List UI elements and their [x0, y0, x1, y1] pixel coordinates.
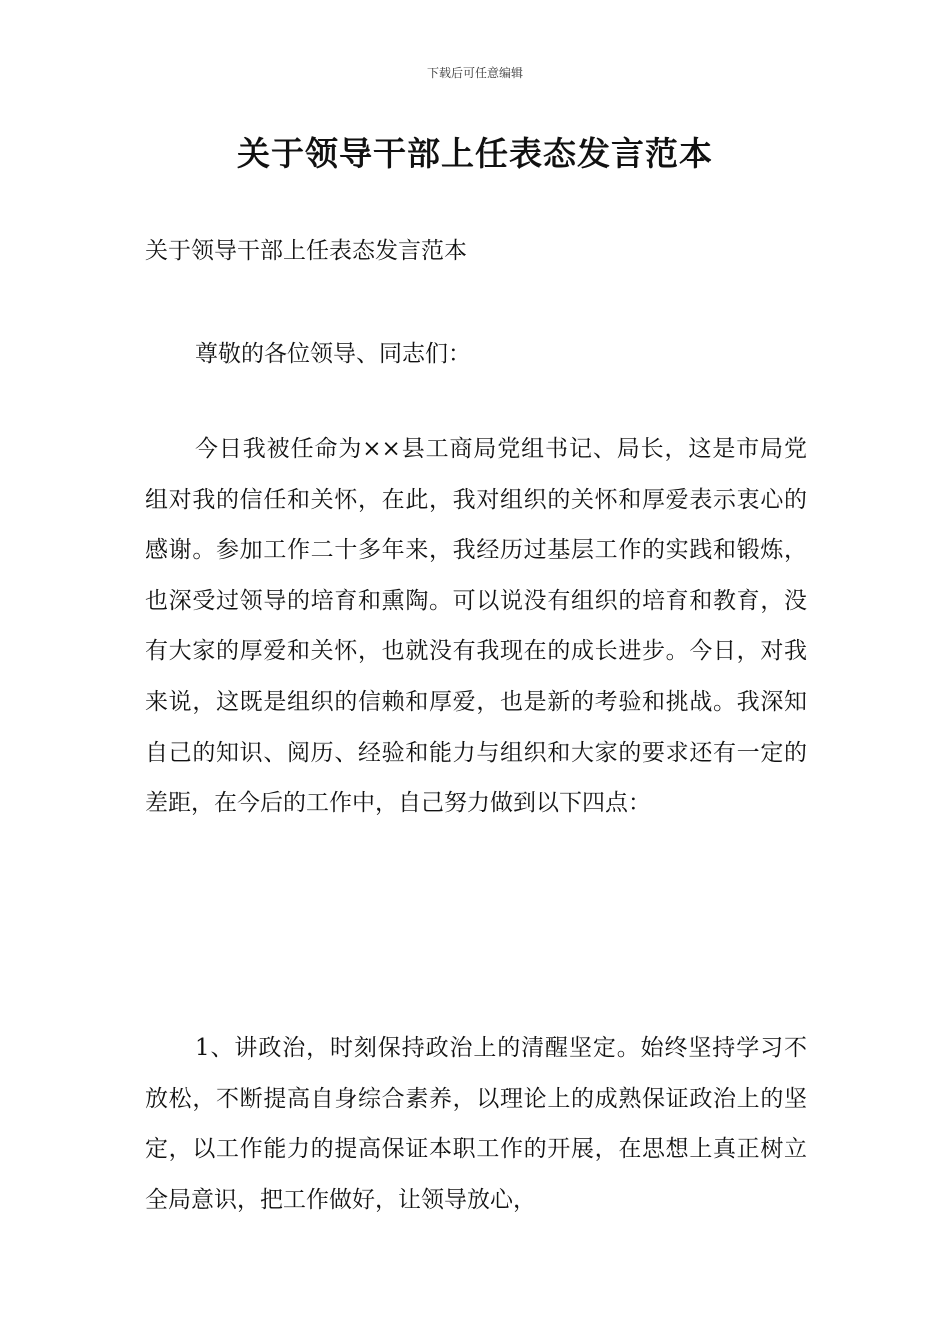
paragraph-point-1: 1、讲政治，时刻保持政治上的清醒坚定。始终坚持学习不放松，不断提高自身综合素养，以理论上的成熟保证政治上的坚定，以工作能力的提高保证本职工作的开展，在思想上真正树立全局意识，把工作做好，让领导放心，: [145, 1035, 807, 1213]
paragraph-appointment: 今日我被任命为××县工商局党组书记、局长，这是市局党组对我的信任和关怀，在此，我对组织的关怀和厚爱表示衷心的感谢。参加工作二十多年来，我经历过基层工作的实践和锻炼，也深受过领导的培育和熏陶。可以说没有组织的培育和教育，没有大家的厚爱和关怀，也就没有我现在的成长进步。今日，对我来说，这既是组织的信赖和厚爱，也是新的考验和挑战。我深知自己的知识、阅历、经验和能力与组织和大家的要求还有一定的差距，在今后的工作中，自己努力做到以下四点：: [145, 436, 807, 817]
document-subtitle: 关于领导干部上任表态发言范本: [145, 238, 467, 264]
header-note: 下载后可任意编辑: [426, 66, 523, 80]
salutation: 尊敬的各位领导、同志们：: [195, 341, 471, 367]
document-title: 关于领导干部上任表态发言范本: [237, 134, 713, 173]
